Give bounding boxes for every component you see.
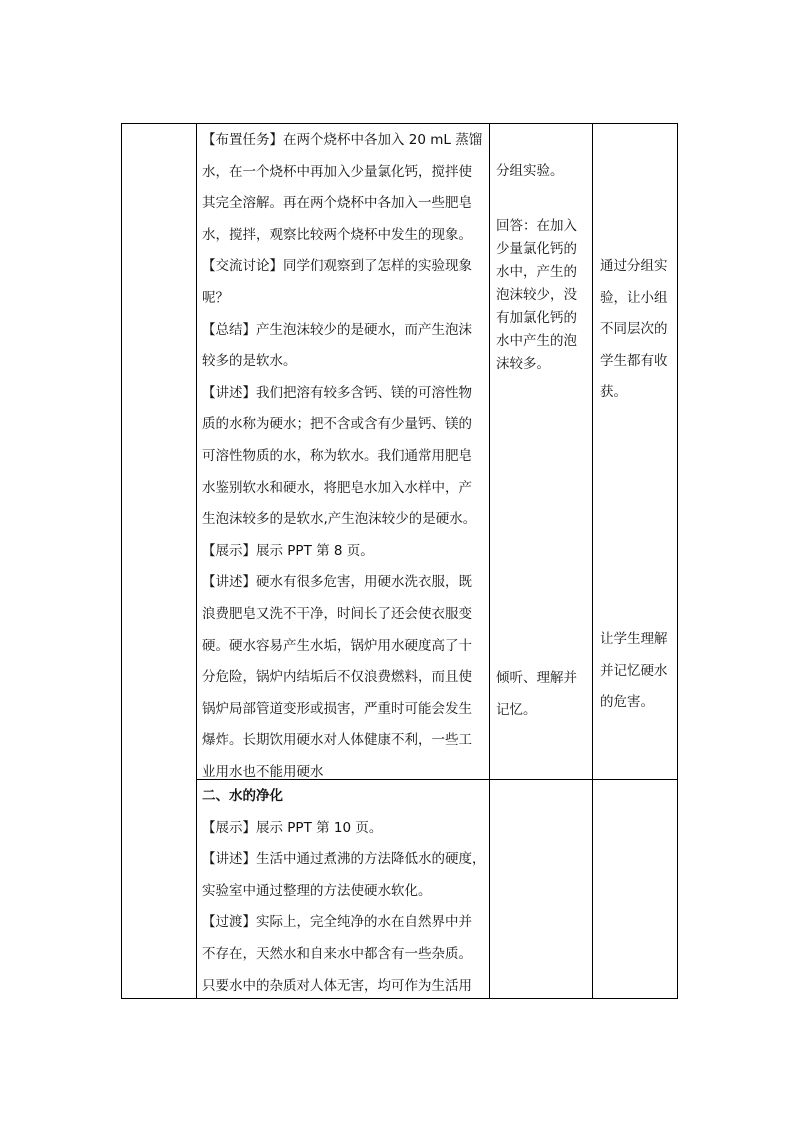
text-line: 不存在，天然水和自来水中都含有一些杂质。 (202, 945, 472, 962)
text-line: 实验室中通过整理的方法使硬水软化。 (202, 882, 432, 899)
text-line: 记忆。 (496, 701, 537, 718)
text-line: 有加氯化钙的 (496, 310, 577, 326)
text-line: 泡沫较少，没 (496, 287, 577, 303)
text-line: 【展示】展示 PPT 第 8 页。 (202, 542, 374, 559)
text-line: 水，在一个烧杯中再加入少量氯化钙，搅拌使 (202, 163, 472, 180)
text-line: 不同层次的 (600, 321, 668, 338)
text-line: 【过渡】实际上，完全纯净的水在自然界中并 (202, 914, 472, 931)
text-line: 倾听、理解并 (496, 670, 577, 686)
text-line: 验，让小组 (600, 289, 668, 306)
text-line: 硬。硬水容易产生水垢，锅炉用水硬度高了十 (202, 637, 472, 654)
text-line: 分危险，锅炉内结垢后不仅浪费燃料，而且使 (202, 669, 472, 686)
text-line: 可溶性物质的水，称为软水。我们通常用肥皂 (202, 447, 472, 464)
text-line: 【讲述】我们把溶有较多含钙、镁的可溶性物 (202, 384, 472, 401)
text-line: 呢？ (202, 289, 229, 306)
student-activity-group-experiment (496, 156, 564, 188)
text-line: 生泡沫较多的是软水,产生泡沫较少的是硬水。 (202, 511, 477, 528)
design-intent-hard-water-harm (600, 624, 668, 719)
text-line: 【讲述】生活中通过煮沸的方法降低水的硬度， (202, 851, 486, 868)
column-divider (489, 124, 490, 998)
text-line: 少量氯化钙的 (496, 241, 577, 257)
student-activity-answer (496, 215, 577, 376)
student-activity-listen (496, 663, 577, 726)
text-line: 通过分组实 (600, 258, 668, 274)
text-line: 获。 (600, 384, 627, 401)
text-line: 质的水称为硬水；把不含或含有少量钙、镁的 (202, 416, 472, 433)
text-line: 【展示】展示 PPT 第 10 页。 (202, 819, 383, 836)
text-line: 回答：在加入 (496, 218, 577, 234)
text-line: 其完全溶解。再在两个烧杯中各加入一些肥皂 (202, 195, 472, 212)
text-line: 水，搅拌，观察比较两个烧杯中发生的现象。 (202, 226, 472, 243)
text-line: 并记忆硬水 (600, 662, 668, 679)
lesson-plan-table (121, 123, 678, 999)
text-line: 让学生理解 (600, 631, 668, 647)
teacher-activity-cell-purification (202, 781, 486, 1002)
text-line: 【布置任务】在两个烧杯中各加入 20 mL 蒸馏 (202, 132, 483, 148)
text-line: 较多的是软水。 (202, 353, 297, 370)
section-heading: 二、水的净化 (202, 788, 283, 804)
text-line: 学生都有收 (600, 352, 668, 369)
text-line: 浪费肥皂又洗不干净，时间长了还会使衣服变 (202, 605, 472, 622)
text-line: 只要水中的杂质对人体无害，均可作为生活用 (202, 977, 472, 994)
text-line: 沫较多。 (496, 356, 550, 372)
text-line: 爆炸。长期饮用硬水对人体健康不利，一些工 (202, 732, 472, 749)
text-line: 水鉴别软水和硬水，将肥皂水加入水样中，产 (202, 479, 472, 496)
text-line: 【总结】产生泡沫较少的是硬水，而产生泡沫 (202, 321, 472, 338)
column-divider (592, 124, 593, 998)
text-line: 业用水也不能用硬水 (202, 763, 324, 780)
column-divider (196, 124, 197, 998)
text-line: 【交流讨论】同学们观察到了怎样的实验现象 (202, 258, 472, 275)
text-line: 锅炉局部管道变形或损害，严重时可能会发生 (202, 700, 472, 717)
text-line: 的危害。 (600, 694, 654, 711)
teacher-activity-cell (202, 125, 482, 788)
text-line: 【讲述】硬水有很多危害，用硬水洗衣服，既 (202, 574, 472, 591)
design-intent-group-work (600, 251, 668, 409)
text-line: 水中，产生的 (496, 264, 577, 280)
text-line: 水中产生的泡 (496, 333, 577, 349)
text-line: 分组实验。 (496, 163, 564, 179)
